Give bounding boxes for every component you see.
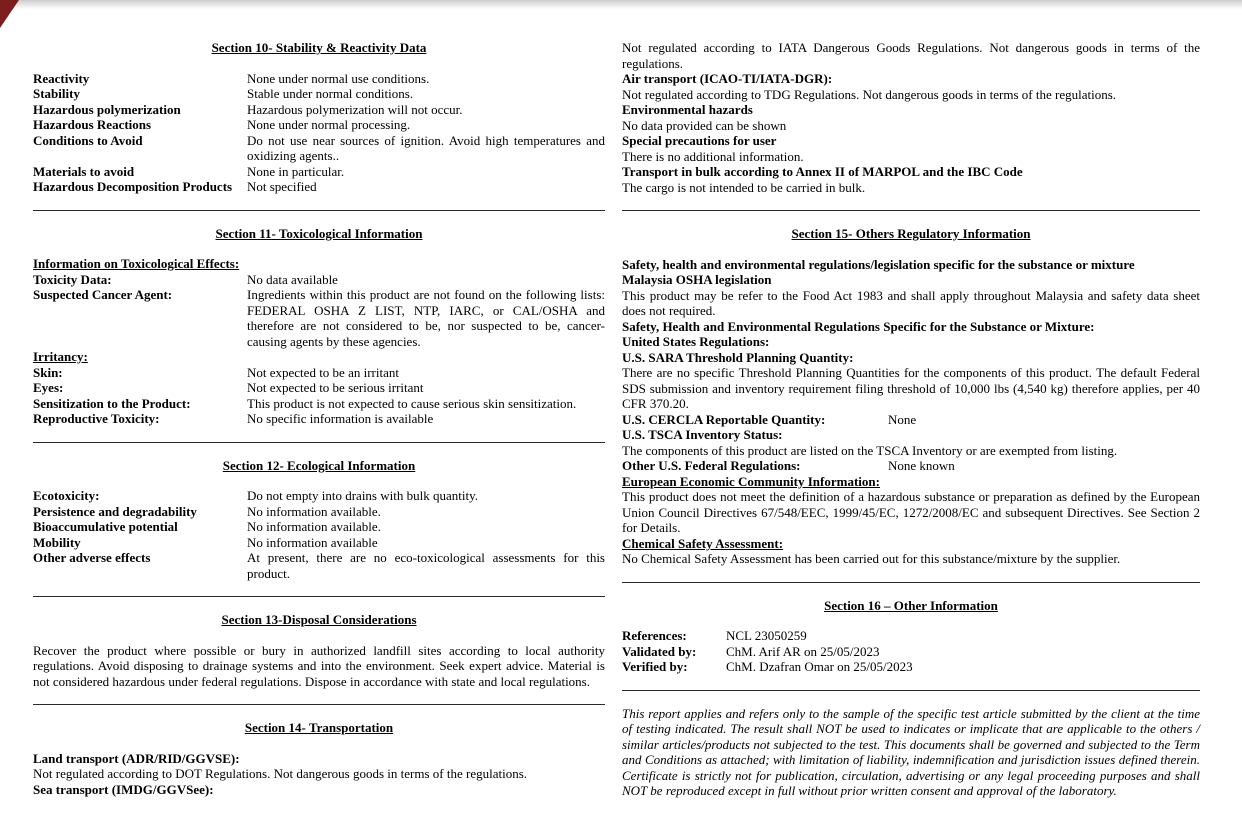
paragraph: There is no additional information. <box>622 148 804 164</box>
field-row <box>33 133 605 164</box>
paragraph: The components of this product are listed on the TSCA Inventory or are exempted from listing. <box>622 442 1118 458</box>
section-16-title: Section 16 – Other Information <box>824 597 998 613</box>
field-row <box>622 458 1200 474</box>
section-13-title: Section 13-Disposal Considerations <box>221 612 417 627</box>
paragraph: The cargo is not intended to be carried in bulk. <box>622 179 866 195</box>
field-value: No information available. <box>247 519 381 534</box>
field-label: Persistence and degradability <box>33 503 197 519</box>
field-value: None <box>888 411 917 427</box>
field-label: Stability <box>33 86 80 101</box>
field-row <box>33 380 605 396</box>
field-row <box>33 179 605 195</box>
subsection-heading: Information on Toxicological Effects: <box>33 256 240 271</box>
field-row <box>33 102 605 118</box>
field-value: None in particular. <box>247 163 345 179</box>
field-row <box>622 412 1200 428</box>
field-row <box>33 365 605 381</box>
field-row <box>33 488 605 504</box>
section-divider <box>622 690 1200 691</box>
subsection-heading: Malaysia OSHA legislation <box>622 272 772 287</box>
subsection-heading: Safety, health and environmental regulations/legislation specific for the substance or mixture <box>622 256 1135 272</box>
field-row <box>33 535 605 551</box>
field-value: Not specified <box>247 179 317 194</box>
field-value: None known <box>888 458 955 473</box>
field-value: ChM. Arif AR on 25/05/2023 <box>726 643 880 659</box>
subsection-heading: Special precautions for user <box>622 133 777 148</box>
subsection-heading: European Economic Community Information: <box>622 473 880 489</box>
field-value: No data available <box>247 271 338 287</box>
field-value: No information available <box>247 534 378 550</box>
field-row <box>33 86 605 102</box>
section-divider <box>622 210 1200 211</box>
section-12 <box>33 458 605 582</box>
section-11 <box>33 226 605 427</box>
field-label: U.S. CERCLA Reportable Quantity: <box>622 411 826 427</box>
section-15 <box>622 226 1200 567</box>
subsection-heading: Sea transport (IMDG/GGVSee): <box>33 781 214 797</box>
field-value: Do not use near sources of ignition. Avoid high temperatures and oxidizing agents.. <box>247 132 605 163</box>
section-11-title: Section 11- Toxicological Information <box>215 225 423 241</box>
subsection-heading: Transport in bulk according to Annex II of MARPOL and the IBC Code <box>622 164 1023 179</box>
field-label: Reactivity <box>33 70 90 86</box>
field-label: Validated by: <box>622 643 697 659</box>
field-label: Skin: <box>33 364 63 380</box>
field-value: None under normal use conditions. <box>247 70 430 86</box>
field-value: None under normal processing. <box>247 117 411 132</box>
subsection-heading: Chemical Safety Assessment: <box>622 535 784 551</box>
section-10-title: Section 10- Stability & Reactivity Data <box>211 40 427 55</box>
section-15-title: Section 15- Others Regulatory Information <box>791 226 1031 241</box>
paragraph: This product does not meet the definition of a hazardous substance or preparation as defined by the European Union Council Directives 67/548/EEC, 1999/45/EC, 1272/2008/EC and subsequent Directives. See Section 2 for Details. <box>622 489 1200 535</box>
field-value: Not expected to be an irritant <box>247 364 399 380</box>
field-label: Materials to avoid <box>33 163 135 179</box>
subsection-heading: Air transport (ICAO-TI/IATA-DGR): <box>622 71 833 86</box>
field-row <box>33 519 605 535</box>
field-row <box>622 628 1200 644</box>
section-divider <box>33 210 605 211</box>
disclaimer-text: This report applies and refers only to the sample of the specific test article submitted by the client at the time of testing indicated. The result shall NOT be used to indicates or implicate that are applicable to the others / similar articles/products not subjected to the test. This documents shall be governed and subjected to the Term and Conditions as attached; with limitation of liability, indemnification and jurisdiction issues defined therein. Certificate is strictly not for publication, circulation, advertising or any legal proceeding purposes and shall NOT be reproduced except in full without prior written consent and approval of the laboratory. <box>622 705 1200 798</box>
subsection-heading: Safety, Health and Environmental Regulations Specific for the Substance or Mixture: <box>622 318 1095 334</box>
section-divider <box>622 582 1200 583</box>
subsection-heading: U.S. TSCA Inventory Status: <box>622 427 783 442</box>
field-value: Ingredients within this product are not found on the following lists: FEDERAL OSHA Z LIST, NTP, IARC, or CAL/OSHA and therefore are not considered to be, nor suspected to be, cancer-causing agents by these agencies. <box>247 287 605 349</box>
field-row <box>33 411 605 427</box>
paragraph: No data provided can be shown <box>622 117 787 133</box>
field-label: Hazardous polymerization <box>33 101 181 117</box>
field-value: No information available. <box>247 503 381 519</box>
section-13 <box>33 612 605 689</box>
field-label: Conditions to Avoid <box>33 132 143 148</box>
field-label: Toxicity Data: <box>33 271 112 287</box>
paragraph: Not regulated according to DOT Regulations. Not dangerous goods in terms of the regulations. <box>33 766 528 781</box>
subsection-heading: Environmental hazards <box>622 102 753 117</box>
field-row <box>33 287 605 349</box>
subsection-heading: United States Regulations: <box>622 334 770 349</box>
paragraph: This product may be refer to the Food Act 1983 and shall apply throughout Malaysia and safety data sheet does not required. <box>622 287 1200 318</box>
field-row <box>33 164 605 180</box>
section-divider <box>33 442 605 443</box>
field-label: Hazardous Reactions <box>33 117 152 132</box>
field-label: Bioaccumulative potential <box>33 519 178 534</box>
paragraph: There are no specific Threshold Planning Quantities for the components of this product. The default Federal SDS submission and inventory requirement filing threshold of 10,000 lbs (4,540 kg) therefore applies, per 40 CFR 370.20. <box>622 365 1200 411</box>
field-value: Hazardous polymerization will not occur. <box>247 101 463 117</box>
field-label: Reproductive Toxicity: <box>33 411 160 426</box>
section-16 <box>622 598 1200 799</box>
field-value: NCL 23050259 <box>726 628 807 643</box>
section-divider <box>33 704 605 705</box>
field-label: Mobility <box>33 534 81 550</box>
field-row <box>33 117 605 133</box>
section-14 <box>33 720 605 797</box>
field-label: Other adverse effects <box>33 550 151 565</box>
field-row <box>622 659 1200 675</box>
field-value: No specific information is available <box>247 411 434 426</box>
field-row <box>33 504 605 520</box>
field-row <box>622 644 1200 660</box>
section-14-continued <box>622 40 1200 195</box>
field-row <box>33 272 605 288</box>
subsection-heading: Land transport (ADR/RID/GGVSE): <box>33 750 240 766</box>
section-divider <box>33 596 605 597</box>
right-column <box>622 40 1200 799</box>
section-10 <box>33 40 605 195</box>
field-label: Eyes: <box>33 380 64 395</box>
field-row <box>33 396 605 412</box>
subsection-heading: U.S. SARA Threshold Planning Quantity: <box>622 349 854 365</box>
field-label: Verified by: <box>622 659 688 674</box>
field-label: Sensitization to the Product: <box>33 395 191 411</box>
field-value: At present, there are no eco-toxicological assessments for this product. <box>247 550 605 581</box>
field-label: Suspected Cancer Agent: <box>33 287 173 302</box>
field-label: Ecotoxicity: <box>33 488 100 503</box>
field-value: Stable under normal conditions. <box>247 86 414 101</box>
section-12-title: Section 12- Ecological Information <box>222 457 416 473</box>
paragraph: Not regulated according to IATA Dangerous Goods Regulations. Not dangerous goods in terms of the regulations. <box>622 40 1200 71</box>
field-row <box>33 71 605 87</box>
field-value: ChM. Dzafran Omar on 25/05/2023 <box>726 659 913 674</box>
field-label: Other U.S. Federal Regulations: <box>622 458 801 473</box>
field-label: References: <box>622 628 687 643</box>
field-row <box>33 550 605 581</box>
field-value: Do not empty into drains with bulk quantity. <box>247 488 478 503</box>
field-value: Not expected to be serious irritant <box>247 380 424 395</box>
left-column <box>33 40 605 799</box>
paragraph: Recover the product where possible or bury in authorized landfill sites according to local authority regulations. Avoid disposing to drainage systems and into the environment. Seek expert advice. Material is not considered hazardous under federal regulations. Dispose in accordance with state and local regulations. <box>33 642 605 689</box>
section-14-title: Section 14- Transportation <box>244 720 394 735</box>
paragraph: Not regulated according to TDG Regulations. Not dangerous goods in terms of the regulations. <box>622 86 1117 102</box>
field-value: This product is not expected to cause serious skin sensitization. <box>247 395 577 411</box>
field-label: Hazardous Decomposition Products <box>33 179 233 194</box>
subsection-heading: Irritancy: <box>33 349 88 364</box>
paragraph: No Chemical Safety Assessment has been carried out for this substance/mixture by the supplier. <box>622 551 1121 566</box>
